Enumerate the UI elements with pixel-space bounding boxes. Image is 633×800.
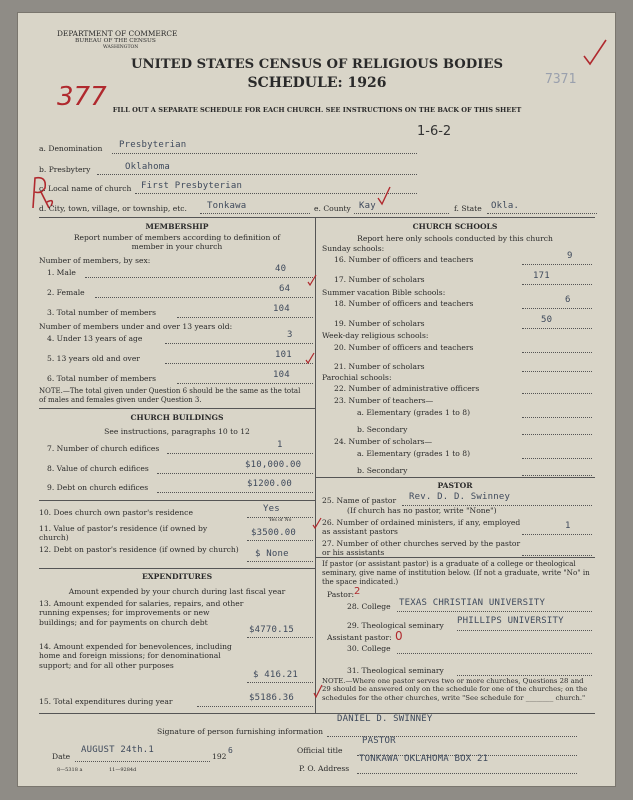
local-name-value: First Presbyterian: [141, 181, 243, 191]
parochial-teachers-label: 23. Number of teachers—: [334, 396, 434, 405]
buildings-heading: CHURCH BUILDINGS: [130, 413, 224, 422]
sunday-teachers-label: 16. Number of officers and teachers: [334, 255, 474, 264]
signature-label: Signature of person furnishing information: [157, 727, 323, 736]
form-number: 8—5318 a: [57, 767, 83, 773]
other-churches-label: 27. Number of other churches served by the pastor or his assistants: [322, 539, 521, 558]
teachers-secondary-label: b. Secondary: [357, 425, 408, 434]
total-members-2-value: 104: [273, 370, 290, 380]
running-expenses-value: $4770.15: [249, 625, 294, 635]
census-schedule-page: [17, 12, 616, 787]
male-label: 1. Male: [47, 268, 76, 277]
members-by-age-label: Number of members under and over 13 years old:: [39, 322, 233, 331]
department-name: DEPARTMENT OF COMMERCE: [57, 29, 178, 38]
assistant-pastor-label: Assistant pastor:: [327, 633, 392, 642]
scholars-secondary-label: b. Secondary: [357, 466, 408, 475]
handwritten-code: 1-6-2: [417, 124, 452, 139]
form-subtitle: SCHEDULE: 1926: [247, 75, 387, 91]
pastor-seminary-value: PHILLIPS UNIVERSITY: [457, 616, 564, 626]
total-members-value: 104: [273, 304, 290, 314]
print-number: 11—9284d: [109, 767, 137, 773]
graduate-note: If pastor (or assistant pastor) is a graduate of a college or theological seminary, give name of institution below. (If not a graduate, write "No" in the space indicated.): [322, 559, 590, 586]
pastor-heading: PASTOR: [437, 481, 473, 490]
teachers-elementary-label: a. Elementary (grades 1 to 8): [357, 408, 471, 417]
check-mark-icon: [307, 274, 317, 286]
pastor-graduate-mark: 2: [354, 586, 361, 597]
pastor-name-label: 25. Name of pastor: [322, 496, 397, 505]
weekday-teachers-label: 20. Number of officers and teachers: [334, 343, 474, 352]
female-label: 2. Female: [47, 288, 85, 297]
handwritten-file-number: 377: [57, 82, 107, 112]
presbytery-value: Oklahoma: [125, 162, 170, 172]
owns-residence-value: Yes: [263, 504, 280, 514]
over-13-value: 101: [275, 350, 292, 360]
residence-debt-label: 12. Debt on pastor's residence (if owned by church): [39, 545, 239, 554]
county-value: Kay: [359, 201, 376, 211]
scholars-elementary-label: a. Elementary (grades 1 to 8): [357, 449, 471, 458]
official-title-label: Official title: [297, 746, 343, 755]
members-by-sex-label: Number of members, by sex:: [39, 256, 151, 265]
benevolences-label: 14. Amount expended for benevolences, including home and foreign missions; for denominational support; and for all other purposes: [39, 642, 232, 670]
signature-value: DANIEL D. SWINNEY: [337, 714, 433, 724]
over-13-label: 5. 13 years old and over: [47, 354, 140, 363]
city-value: Tonkawa: [207, 201, 247, 211]
check-mark-icon: [582, 38, 608, 66]
summer-teachers-label: 18. Number of officers and teachers: [334, 299, 474, 308]
assistant-pastors-value: 1: [565, 521, 571, 531]
pastor-college-value: TEXAS CHRISTIAN UNIVERSITY: [399, 598, 546, 608]
summer-teachers-value: 6: [565, 295, 571, 305]
edifice-value: $10,000.00: [245, 460, 302, 470]
schools-heading: CHURCH SCHOOLS: [412, 222, 498, 231]
local-name-label: c. Local name of church: [39, 184, 132, 193]
assistant-pastor-mark: 0: [395, 629, 403, 643]
city-name: WASHINGTON: [103, 45, 139, 50]
sunday-teachers-value: 9: [567, 251, 573, 261]
under-13-value: 3: [287, 330, 293, 340]
date-value: AUGUST 24th.1: [81, 745, 155, 755]
pastor-seminary-label: 29. Theological seminary: [347, 621, 444, 630]
bureau-name: BUREAU OF THE CENSUS: [75, 38, 156, 44]
check-mark-icon: [313, 684, 323, 698]
denomination-value: Presbyterian: [119, 140, 187, 150]
assistant-seminary-label: 31. Theological seminary: [347, 666, 444, 675]
county-label: e. County: [314, 204, 351, 213]
state-label: f. State: [454, 204, 482, 213]
membership-heading: MEMBERSHIP: [145, 222, 209, 231]
pastor-name-value: Rev. D. D. Swinney: [409, 492, 511, 502]
expenditures-intro: Amount expended by your church during last fiscal year: [68, 587, 286, 596]
residence-value-label: 11. Value of pastor's residence (if owned by church): [39, 524, 208, 543]
sunday-scholars-label: 17. Number of scholars: [334, 275, 425, 284]
church-edifices-label: 7. Number of church edifices: [47, 444, 160, 453]
male-value: 40: [275, 264, 287, 274]
summer-schools-label: Summer vacation Bible schools:: [322, 288, 446, 297]
residence-debt-value: $ None: [255, 549, 289, 559]
membership-note: NOTE.—The total given under Question 6 should be the same as the total of males and females given under Question 3.: [39, 387, 301, 405]
address-label: P. O. Address: [299, 764, 350, 773]
total-members-label: 3. Total number of members: [47, 308, 157, 317]
schools-intro: Report here only schools conducted by this church: [357, 234, 553, 243]
edifice-debt-label: 9. Debt on church edifices: [47, 483, 149, 492]
running-expenses-label: 13. Amount expended for salaries, repairs, and other running expenses; for improvements or new buildings; and for payments on church debt: [39, 599, 244, 627]
buildings-intro: See instructions, paragraphs 10 to 12: [104, 427, 250, 436]
stamped-file-number: 7371: [545, 72, 577, 87]
pastor-note: NOTE.—Where one pastor serves two or more churches, Questions 28 and 29 should be answered only on the schedule for one of the churches; on the schedules for the other churches, write "See schedule for ________ church.": [322, 677, 588, 702]
pastor-name-note: (If church has no pastor, write "None"): [347, 506, 497, 515]
state-value: Okla.: [491, 201, 520, 211]
pastor-graduate-label: Pastor:: [327, 590, 355, 599]
assistant-college-label: 30. College: [347, 644, 391, 653]
assistant-pastors-label: 26. Number of ordained ministers, if any, employed as assistant pastors: [322, 518, 521, 537]
total-expenditures-value: $5186.36: [249, 693, 294, 703]
church-edifices-value: 1: [277, 440, 283, 450]
city-label: d. City, town, village, or township, etc.: [39, 204, 187, 213]
year-prefix: 192: [212, 752, 227, 761]
residence-value: $3500.00: [251, 528, 296, 538]
benevolences-value: $ 416.21: [253, 670, 298, 680]
expenditures-heading: EXPENDITURES: [141, 572, 213, 581]
total-expenditures-label: 15. Total expenditures during year: [39, 697, 173, 706]
sunday-scholars-value: 171: [533, 271, 550, 281]
membership-intro: Report number of members according to definition of member in your church: [73, 233, 281, 252]
total-members-2-label: 6. Total number of members: [47, 374, 157, 383]
weekday-schools-label: Week-day religious schools:: [322, 331, 429, 340]
under-13-label: 4. Under 13 years of age: [47, 334, 143, 343]
official-title-value: PASTOR: [362, 736, 396, 746]
check-mark-icon: [312, 517, 322, 529]
parochial-scholars-label: 24. Number of scholars—: [334, 437, 433, 446]
summer-scholars-value: 50: [541, 315, 553, 325]
presbytery-label: b. Presbytery: [39, 165, 91, 174]
summer-scholars-label: 19. Number of scholars: [334, 319, 425, 328]
edifice-value-label: 8. Value of church edifices: [47, 464, 149, 473]
check-mark-icon: [377, 186, 391, 206]
weekday-scholars-label: 21. Number of scholars: [334, 362, 425, 371]
sunday-schools-label: Sunday schools:: [322, 244, 385, 253]
form-title: UNITED STATES CENSUS OF RELIGIOUS BODIES: [131, 57, 503, 72]
address-value: TONKAWA OKLAHOMA BOX 21: [359, 754, 489, 764]
parochial-schools-label: Parochial schools:: [322, 373, 392, 382]
check-mark-icon: [305, 352, 315, 364]
denomination-label: a. Denomination: [39, 144, 103, 153]
form-instruction: FILL OUT A SEPARATE SCHEDULE FOR EACH CHURCH. SEE INSTRUCTIONS ON THE BACK OF THIS SHEET: [112, 106, 522, 114]
pastor-college-label: 28. College: [347, 602, 391, 611]
edifice-debt-value: $1200.00: [247, 479, 292, 489]
female-value: 64: [279, 284, 291, 294]
date-label: Date: [52, 752, 71, 761]
yes-or-no-hint: Yes or No: [269, 518, 292, 523]
year-suffix: 6: [228, 746, 234, 755]
owns-residence-label: 10. Does church own pastor's residence: [39, 508, 193, 517]
parochial-officers-label: 22. Number of administrative officers: [334, 384, 480, 393]
